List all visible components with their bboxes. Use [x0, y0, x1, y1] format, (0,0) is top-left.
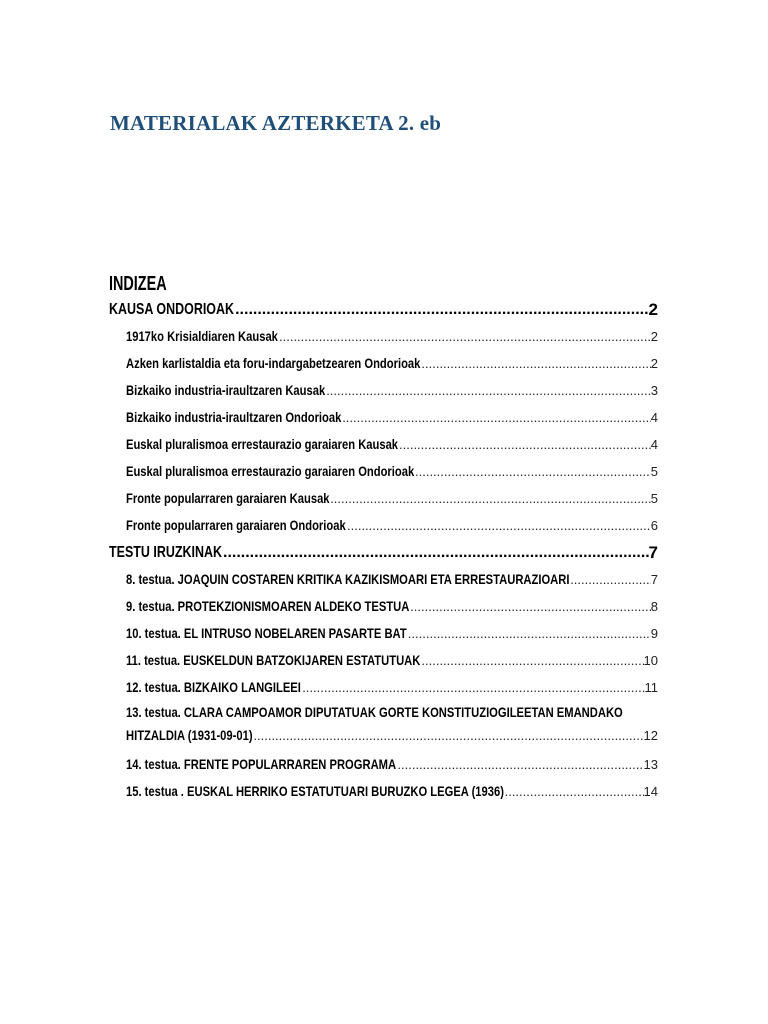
toc-item[interactable] — [109, 674, 658, 701]
dot-leader — [407, 620, 651, 647]
dot-leader — [222, 539, 649, 566]
dot-leader — [504, 778, 644, 805]
toc-page-number: 2 — [650, 356, 658, 371]
toc-item-label-line1: 13. testua. CLARA CAMPOAMOR DIPUTATUAK GORTE KONSTITUZIOGILEETAN EMANDAKO — [126, 704, 623, 720]
document-title: MATERIALAK AZTERKETA 2. eb — [110, 111, 442, 135]
toc-item-label: Bizkaiko industria-iraultzaren Ondorioak — [126, 409, 342, 425]
toc-item-label: Euskal pluralismoa errestaurazio garaiaren Ondorioak — [126, 463, 415, 479]
toc-item-label: Euskal pluralismoa errestaurazio garaiaren Kausak — [126, 436, 399, 452]
toc-page-number: 14 — [643, 784, 658, 799]
toc-item-label: Bizkaiko industria-iraultzaren Kausak — [126, 382, 326, 398]
toc-item[interactable] — [109, 377, 658, 404]
toc-page-number: 10 — [643, 653, 658, 668]
toc-page-number: 5 — [650, 464, 658, 479]
toc-section-label: KAUSA ONDORIOAK — [109, 301, 235, 318]
toc-item-label: 12. testua. BIZKAIKO LANGILEEI — [126, 679, 301, 695]
toc-item-label: 1917ko Krisialdiaren Kausak — [126, 328, 278, 344]
dot-leader — [396, 751, 643, 778]
toc-page-number: 8 — [650, 599, 658, 614]
toc-item-label: 15. testua . EUSKAL HERRIKO ESTATUTUARI BURUZKO LEGEA (1936) — [126, 783, 504, 799]
toc-item-label: HITZALDIA (1931-09-01) — [126, 727, 253, 743]
dot-leader — [414, 458, 651, 485]
toc-heading: INDIZEA — [109, 273, 167, 295]
toc-page-number: 9 — [650, 626, 658, 641]
toc-page-number: 5 — [650, 491, 658, 506]
toc-item[interactable] — [109, 751, 658, 778]
toc-item-label: Fronte popularraren garaiaren Ondorioak — [126, 517, 346, 533]
dot-leader — [252, 723, 643, 749]
toc-item[interactable] — [109, 458, 658, 485]
toc-item[interactable] — [109, 431, 658, 458]
dot-leader — [420, 350, 650, 377]
dot-leader — [569, 566, 651, 593]
toc-item[interactable] — [109, 566, 658, 593]
dot-leader — [398, 431, 651, 458]
toc-item-label: 10. testua. EL INTRUSO NOBELAREN PASARTE BAT — [126, 625, 407, 641]
toc-item[interactable] — [109, 512, 658, 539]
toc-item-label: 8. testua. JOAQUIN COSTAREN KRITIKA KAZIKISMOARI ETA ERRESTAURAZIOARI — [126, 571, 570, 587]
toc-page-number: 11 — [644, 680, 658, 695]
toc-item-label: 14. testua. FRENTE POPULARRAREN PROGRAMA — [126, 756, 397, 772]
toc-item[interactable] — [109, 485, 658, 512]
toc-item-line2 — [126, 723, 658, 749]
toc-section-label: TESTU IRUZKINAK — [109, 544, 223, 561]
toc-page-number: 4 — [650, 437, 658, 452]
toc-section-kausa-ondorioak[interactable] — [109, 296, 658, 323]
toc-page-number: 6 — [650, 518, 658, 533]
toc-item-label: 9. testua. PROTEKZIONISMOAREN ALDEKO TESTUA — [126, 598, 410, 614]
dot-leader — [325, 377, 651, 404]
toc-item-multiline[interactable] — [109, 701, 658, 751]
toc-page-number: 2 — [650, 329, 658, 344]
toc-item[interactable] — [109, 620, 658, 647]
dot-leader — [409, 593, 651, 620]
toc-page-number: 4 — [650, 410, 658, 425]
toc-item-label: Fronte popularraren garaiaren Kausak — [126, 490, 330, 506]
toc-item[interactable] — [109, 778, 658, 805]
toc-item[interactable] — [109, 647, 658, 674]
toc-item[interactable] — [109, 404, 658, 431]
toc-page-number: 7 — [650, 572, 658, 587]
toc-item-label: Azken karlistaldia eta foru-indargabetzearen Ondorioak — [126, 355, 421, 371]
dot-leader — [341, 404, 651, 431]
toc-page-number: 7 — [648, 543, 658, 562]
toc-section-testu-iruzkinak[interactable] — [109, 539, 658, 566]
toc-page-number: 3 — [650, 383, 658, 398]
dot-leader — [346, 512, 651, 539]
toc-item[interactable] — [109, 350, 658, 377]
toc-page-number: 12 — [643, 728, 658, 743]
dot-leader — [420, 647, 643, 674]
dot-leader — [234, 296, 648, 323]
toc-page-number: 2 — [648, 300, 658, 319]
dot-leader — [329, 485, 651, 512]
dot-leader — [301, 674, 644, 701]
toc-item[interactable] — [109, 593, 658, 620]
table-of-contents — [109, 296, 658, 805]
toc-page-number: 13 — [643, 757, 658, 772]
toc-item-label: 11. testua. EUSKELDUN BATZOKIJAREN ESTATUTUAK — [126, 652, 421, 668]
toc-item[interactable] — [109, 323, 658, 350]
dot-leader — [278, 323, 651, 350]
